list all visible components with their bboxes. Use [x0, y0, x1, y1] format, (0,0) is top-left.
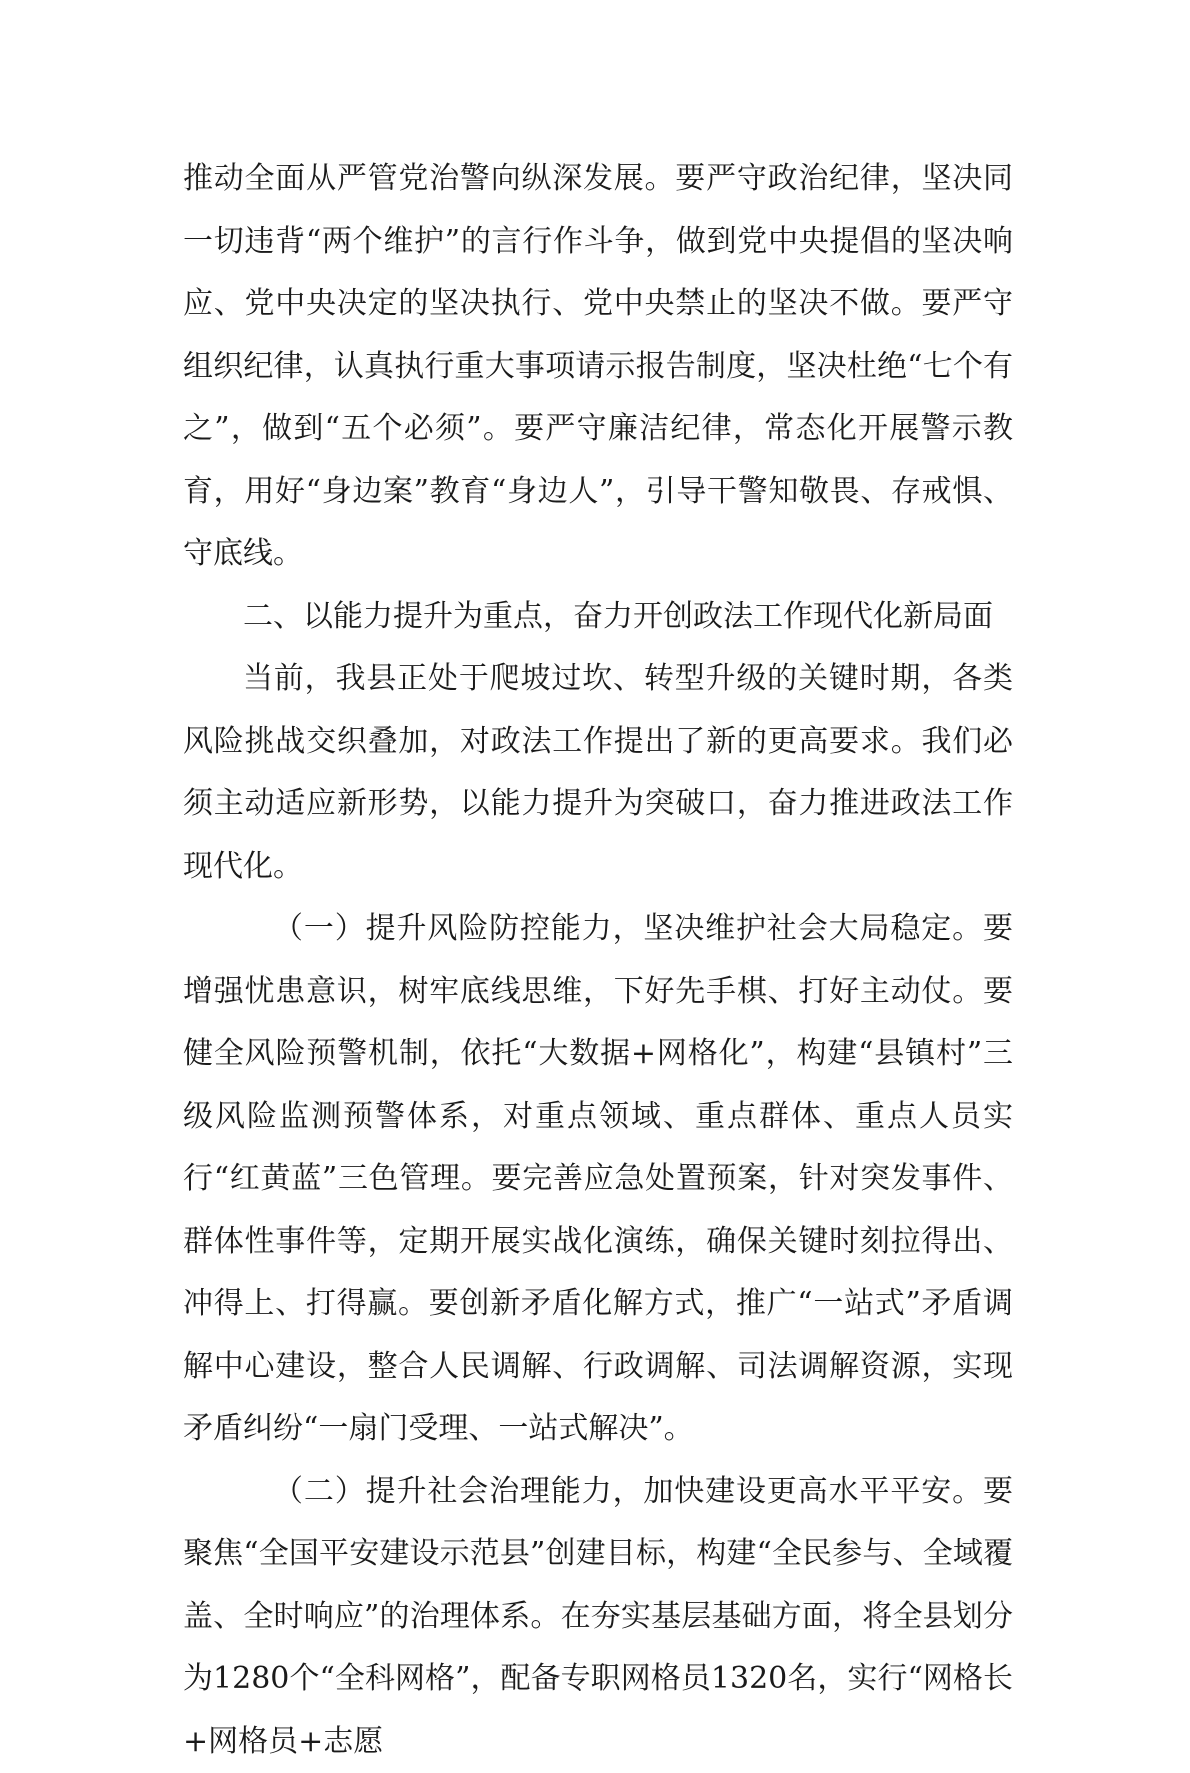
section-heading-two: 二、以能力提升为重点，奋力开创政法工作现代化新局面	[183, 586, 1013, 649]
paragraph-social-governance: （二）提升社会治理能力，加快建设更高水平平安。要聚焦“全国平安建设示范县”创建目标，构建“全民参与、全域覆盖、全时响应”的治理体系。在夯实基层基础方面，将全县划分为1280个“全科网格”，配备专职网格员1320名，实行“网格长+网格员+志愿	[183, 1461, 1013, 1773]
document-body	[183, 148, 1013, 1773]
paragraph-current-situation: 当前，我县正处于爬坡过坎、转型升级的关键时期，各类风险挑战交织叠加，对政法工作提出了新的更高要求。我们必须主动适应新形势，以能力提升为突破口，奋力推进政法工作现代化。	[183, 648, 1013, 898]
paragraph-risk-control: （一）提升风险防控能力，坚决维护社会大局稳定。要增强忧患意识，树牢底线思维，下好先手棋、打好主动仗。要健全风险预警机制，依托“大数据+网格化”，构建“县镇村”三级风险监测预警体系，对重点领域、重点群体、重点人员实行“红黄蓝”三色管理。要完善应急处置预案，针对突发事件、群体性事件等，定期开展实战化演练，确保关键时刻拉得出、冲得上、打得赢。要创新矛盾化解方式，推广“一站式”矛盾调解中心建设，整合人民调解、行政调解、司法调解资源，实现矛盾纠纷“一扇门受理、一站式解决”。	[183, 898, 1013, 1461]
paragraph-discipline: 推动全面从严管党治警向纵深发展。要严守政治纪律，坚决同一切违背“两个维护”的言行作斗争，做到党中央提倡的坚决响应、党中央决定的坚决执行、党中央禁止的坚决不做。要严守组织纪律，认真执行重大事项请示报告制度，坚决杜绝“七个有之”，做到“五个必须”。要严守廉洁纪律，常态化开展警示教育，用好“身边案”教育“身边人”，引导干警知敬畏、存戒惧、守底线。	[183, 148, 1013, 586]
